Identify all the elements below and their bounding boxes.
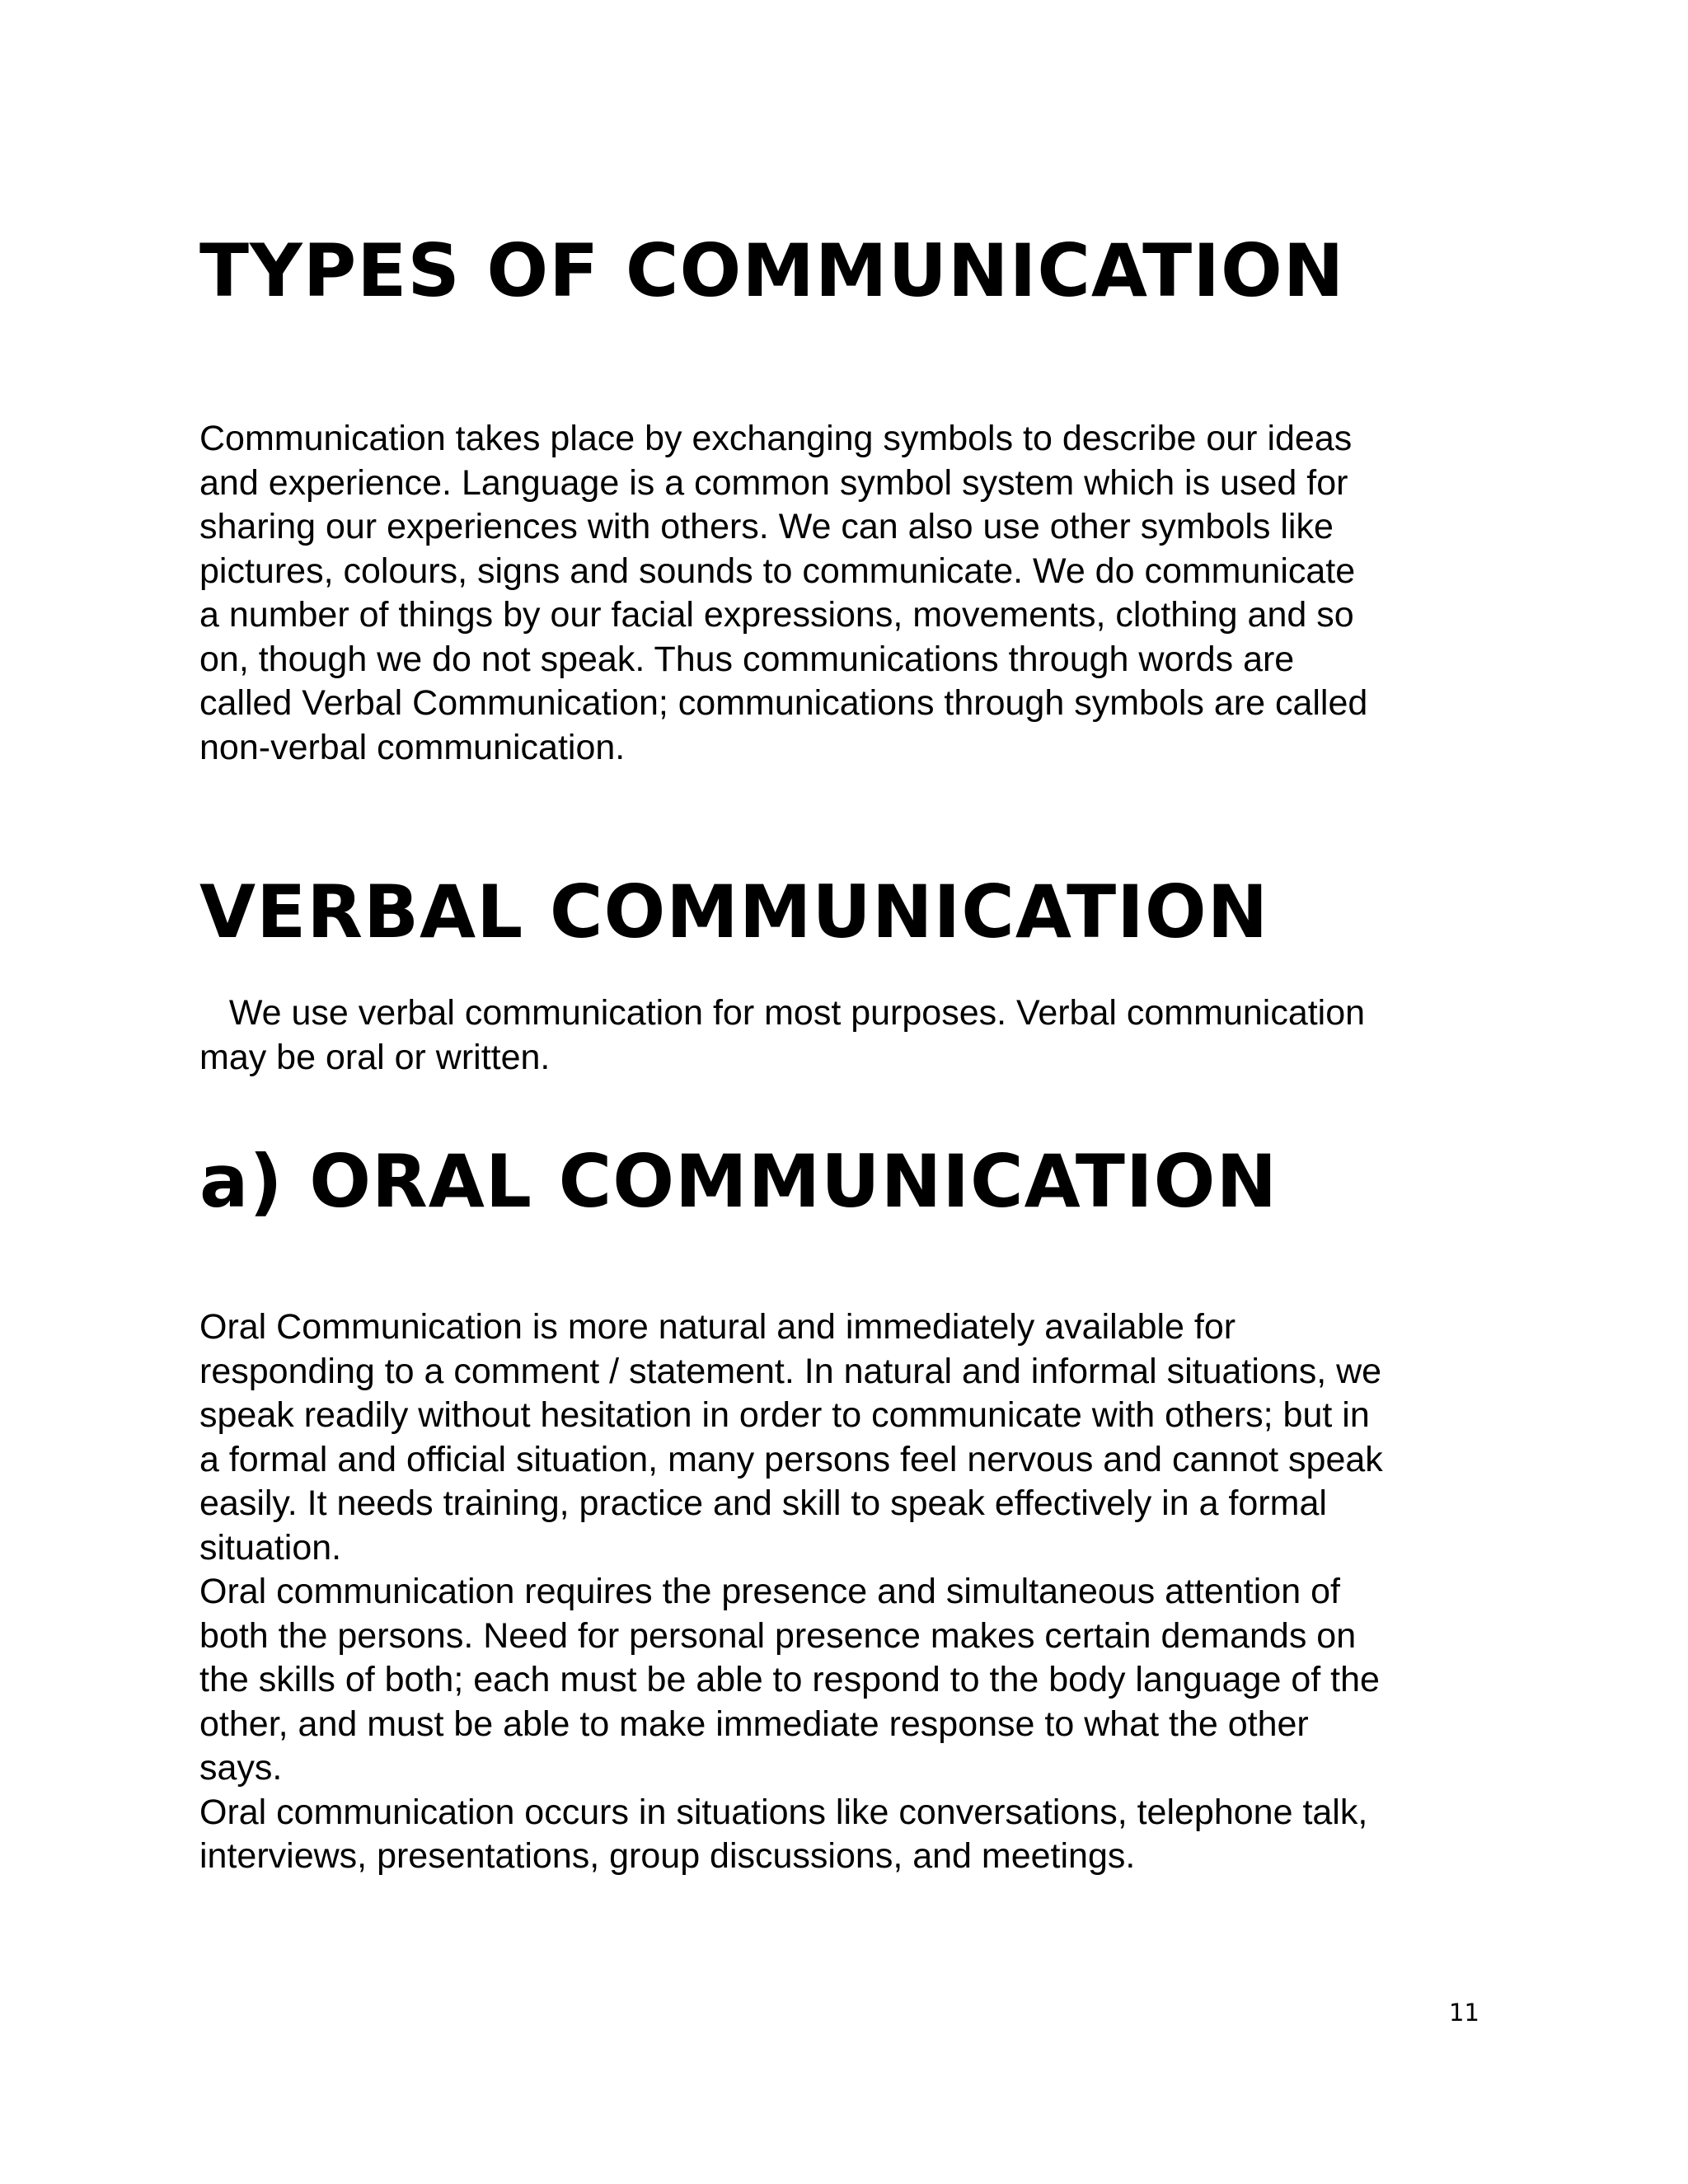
text-line: responding to a comment / statement. In natural and informal situations, we	[199, 1351, 1382, 1391]
text-line: on, though we do not speak. Thus communications through words are	[199, 639, 1295, 679]
section-heading-types-of-communication: TYPES OF COMMUNICATION	[199, 228, 1345, 313]
text-line: We use verbal communication for most purposes. Verbal communication	[199, 993, 1366, 1033]
text-line: interviews, presentations, group discussions, and meetings.	[199, 1836, 1136, 1876]
text-line: Oral communication requires the presence and simultaneous attention of	[199, 1572, 1340, 1611]
text-line: a formal and official situation, many persons feel nervous and cannot speak	[199, 1439, 1383, 1479]
text-line: Communication takes place by exchanging symbols to describe our ideas	[199, 419, 1353, 458]
text-line: a number of things by our facial expressions, movements, clothing and so	[199, 595, 1354, 635]
page-number: 11	[1449, 1999, 1479, 2027]
section-heading-verbal-communication: VERBAL COMMUNICATION	[199, 869, 1269, 954]
paragraph-oral-communication	[199, 1305, 1510, 1879]
text-line: situation.	[199, 1527, 342, 1568]
paragraph-types-of-communication	[199, 417, 1510, 770]
text-line: the skills of both; each must be able to respond to the body language of the	[199, 1660, 1380, 1699]
text-line: easily. It needs training, practice and skill to speak effectively in a formal	[199, 1483, 1327, 1523]
text-line: speak readily without hesitation in order to communicate with others; but in	[199, 1395, 1370, 1435]
text-line: sharing our experiences with others. We can also use other symbols like	[199, 507, 1334, 546]
text-line: may be oral or written.	[199, 1037, 551, 1077]
text-line: pictures, colours, signs and sounds to communicate. We do communicate	[199, 551, 1356, 591]
section-heading-oral-communication: a) ORAL COMMUNICATION	[199, 1139, 1278, 1224]
text-line: Oral Communication is more natural and immediately available for	[199, 1307, 1236, 1347]
text-line: Oral communication occurs in situations like conversations, telephone talk,	[199, 1792, 1368, 1832]
text-line: and experience. Language is a common symbol system which is used for	[199, 462, 1348, 503]
text-line: called Verbal Communication; communications through symbols are called	[199, 683, 1368, 723]
text-line: other, and must be able to make immediate response to what the other	[199, 1704, 1309, 1744]
text-line: says.	[199, 1748, 283, 1788]
text-line: both the persons. Need for personal presence makes certain demands on	[199, 1615, 1357, 1656]
paragraph-verbal-communication	[199, 991, 1510, 1080]
text-line: non-verbal communication.	[199, 727, 626, 767]
